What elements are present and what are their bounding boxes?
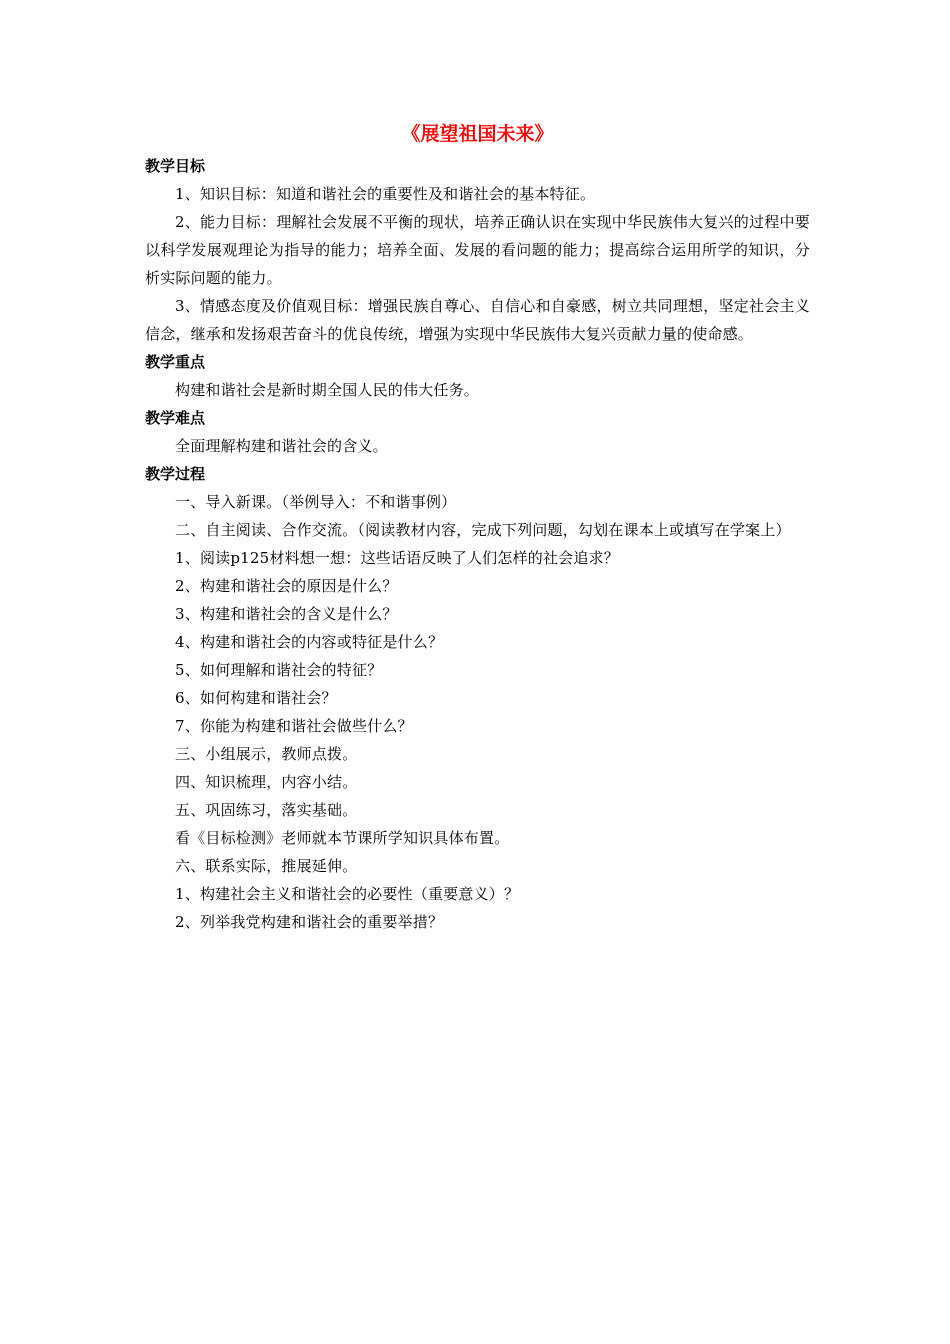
- process-item: 4、构建和谐社会的内容或特征是什么？: [175, 633, 444, 651]
- process-item: 三、小组展示，教师点拨。: [175, 745, 358, 763]
- process-item: 5、如何理解和谐社会的特征？: [175, 661, 383, 679]
- goals-heading: 教学目标: [145, 157, 206, 175]
- process-item: 2、构建和谐社会的原因是什么？: [175, 577, 398, 595]
- key-points-text: 构建和谐社会是新时期全国人民的伟大任务。: [175, 381, 480, 399]
- process-item: 1、构建社会主义和谐社会的必要性（重要意义）？: [175, 885, 520, 903]
- document-page: [145, 120, 810, 936]
- process-item: 五、巩固练习，落实基础。: [175, 801, 358, 819]
- process-item: 1、阅读p125材料想一想：这些话语反映了人们怎样的社会追求？: [175, 549, 619, 567]
- process-item: 看《目标检测》老师就本节课所学知识具体布置。: [175, 829, 510, 847]
- process-item: 3、构建和谐社会的含义是什么？: [175, 605, 398, 623]
- goal-knowledge: 1、知识目标：知道和谐社会的重要性及和谐社会的基本特征。: [175, 185, 596, 203]
- difficulties-heading: 教学难点: [145, 409, 206, 427]
- process-item: 2、列举我党构建和谐社会的重要举措？: [175, 913, 444, 931]
- process-item: 六、联系实际，推展延伸。: [175, 857, 358, 875]
- process-item: 一、导入新课。（举例导入：不和谐事例）: [175, 493, 457, 511]
- goal-ability: 2、能力目标：理解社会发展不平衡的现状，培养正确认识在实现中华民族伟大复兴的过程中要以科学发展观理论为指导的能力；培养全面、发展的看问题的能力；提高综合运用所学的知识，分析实际问题的能力。: [145, 213, 810, 287]
- process-heading: 教学过程: [145, 465, 206, 483]
- process-item: 6、如何构建和谐社会？: [175, 689, 337, 707]
- key-points-heading: 教学重点: [145, 353, 206, 371]
- process-item: 四、知识梳理，内容小结。: [175, 773, 358, 791]
- process-item: 7、你能为构建和谐社会做些什么？: [175, 717, 413, 735]
- document-title: 《展望祖国未来》: [401, 123, 554, 145]
- goal-attitude: 3、情感态度及价值观目标：增强民族自尊心、自信心和自豪感，树立共同理想，坚定社会主义信念，继承和发扬艰苦奋斗的优良传统，增强为实现中华民族伟大复兴贡献力量的使命感。: [145, 297, 810, 343]
- process-item: 二、自主阅读、合作交流。（阅读教材内容，完成下列问题，勾划在课本上或填写在学案上）: [175, 521, 791, 539]
- difficulties-text: 全面理解构建和谐社会的含义。: [175, 437, 388, 455]
